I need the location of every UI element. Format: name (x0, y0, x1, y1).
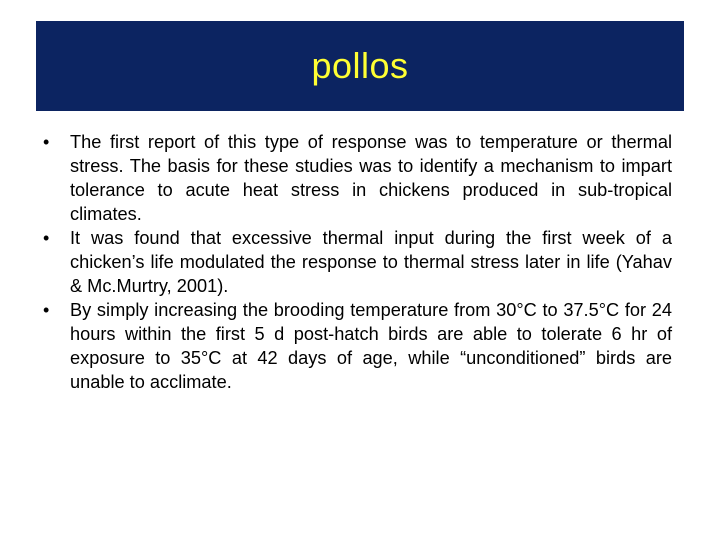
bullet-marker: • (43, 300, 50, 320)
slide-title-bar (36, 21, 684, 111)
bullet-text: It was found that excessive thermal input during the first week of a chicken’s life modulated the response to thermal stress later in life (Yahav & Mc.Murtry, 2001). (70, 228, 672, 296)
bullet-text: The first report of this type of response was to temperature or thermal stress. The basis for these studies was to identify a mechanism to impart tolerance to acute heat stress in chickens produced in sub-tropical climates. (70, 132, 672, 224)
bullet-list (36, 130, 672, 394)
bullet-item (36, 130, 672, 226)
bullet-text: By simply increasing the brooding temperature from 30°C to 37.5°C for 24 hours within the first 5 d post-hatch birds are able to tolerate 6 hr of exposure to 35°C at 42 days of age, while “unconditioned” birds are unable to acclimate. (70, 300, 672, 392)
bullet-marker: • (43, 132, 50, 152)
bullet-marker: • (43, 228, 50, 248)
bullet-item (36, 226, 672, 298)
bullet-item (36, 298, 672, 394)
slide-title: pollos (311, 45, 409, 86)
